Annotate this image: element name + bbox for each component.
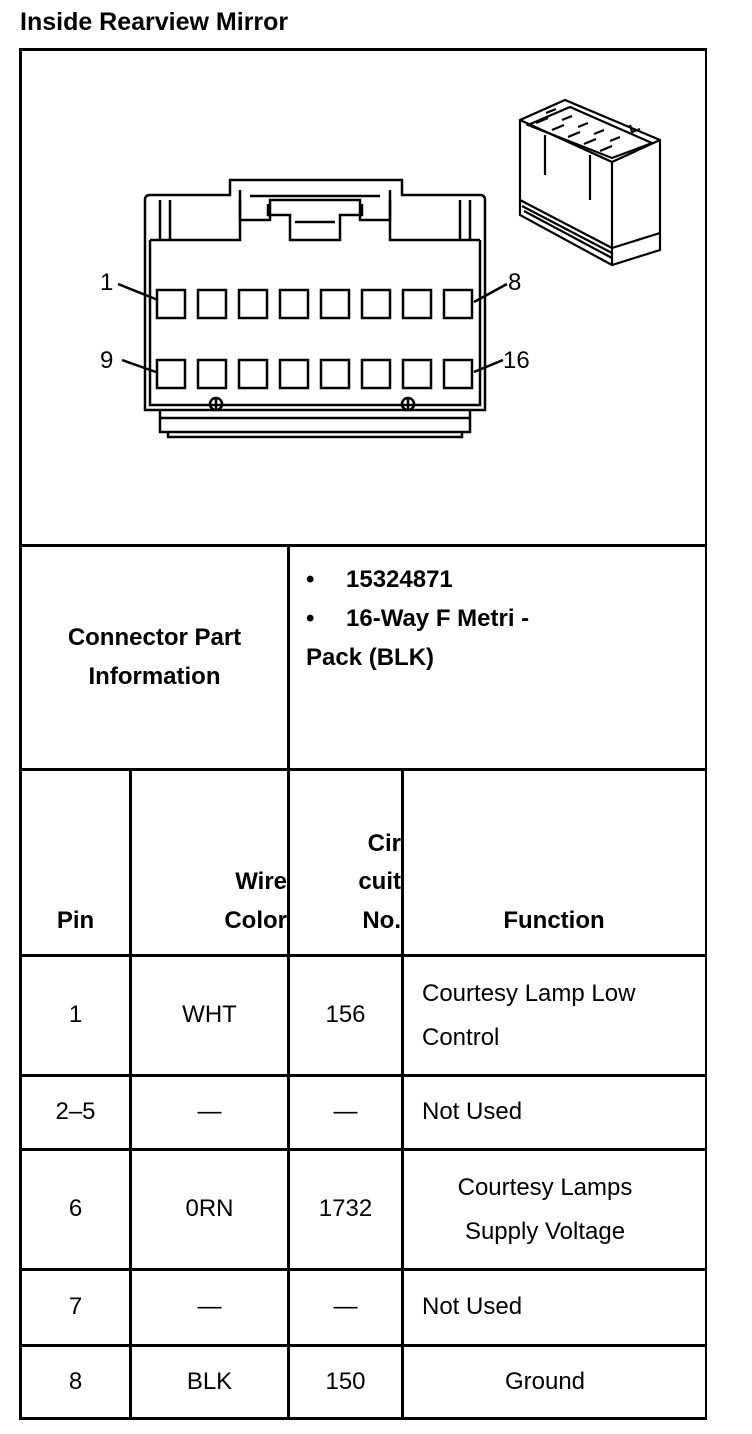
connector-type: 16-Way F Metri - — [346, 605, 530, 632]
function-line-1: Courtesy Lamp Low — [422, 979, 636, 1007]
header-circuit — [290, 771, 401, 954]
header-function — [404, 771, 704, 954]
table-row-pin: 2–5 — [55, 1098, 96, 1126]
pin-label-8: 8 — [508, 269, 522, 296]
table-row-circuit: 1732 — [318, 1195, 373, 1223]
table-row-wire: WHT — [182, 1001, 237, 1029]
connector-diagram — [0, 0, 752, 545]
header-pin — [22, 771, 129, 954]
table-row-circuit: — — [333, 1098, 358, 1126]
header-cir-text: Cir — [367, 829, 401, 857]
table-row-wire: — — [197, 1293, 222, 1321]
table-row-function — [404, 957, 704, 1074]
header-wire-color — [132, 771, 287, 954]
header-pin-text: Pin — [56, 906, 95, 934]
table-row-pin: 6 — [68, 1195, 83, 1223]
function-line-2: Supply Voltage — [464, 1217, 626, 1245]
header-wire-text: Wire — [235, 868, 287, 896]
list-item: • 15324871 — [306, 566, 453, 593]
table-row-circuit: 150 — [325, 1367, 366, 1395]
connector-info-label-text: Connector Part Information — [67, 624, 242, 690]
connector-info-list — [306, 560, 529, 677]
part-number: 15324871 — [346, 566, 453, 593]
table-row-function: Ground — [504, 1367, 586, 1395]
table-row-wire: 0RN — [185, 1195, 234, 1223]
table-row-pin: 7 — [68, 1293, 83, 1321]
connector-info-label — [22, 547, 287, 768]
table-row-pin: 8 — [68, 1367, 83, 1395]
table-row-function: Not Used — [422, 1293, 523, 1321]
table-row-function: Not Used — [422, 1098, 523, 1126]
connector-type-cont: Pack (BLK) — [306, 644, 435, 671]
list-item: • 16-Way F Metri - — [306, 605, 530, 632]
list-item — [306, 638, 529, 677]
table-row-function — [404, 1151, 686, 1268]
header-cuit-text: cuit — [358, 868, 401, 896]
function-line-1: Courtesy Lamps — [457, 1173, 633, 1201]
function-line-2: Control — [422, 1023, 500, 1051]
table-row-pin: 1 — [68, 1001, 83, 1029]
table-row-wire: BLK — [186, 1367, 233, 1395]
connector-3d-view — [520, 100, 660, 265]
page-title: Inside Rearview Mirror — [20, 8, 289, 36]
pin-label-16: 16 — [503, 347, 530, 374]
header-color-text: Color — [224, 906, 287, 934]
pin-label-9: 9 — [100, 347, 114, 374]
table-row-circuit: 156 — [325, 1001, 366, 1029]
table-row-circuit: — — [333, 1293, 358, 1321]
header-no-text: No. — [362, 906, 401, 934]
table-row-wire: — — [197, 1098, 222, 1126]
header-function-text: Function — [503, 906, 605, 934]
pin-label-1: 1 — [100, 269, 114, 296]
